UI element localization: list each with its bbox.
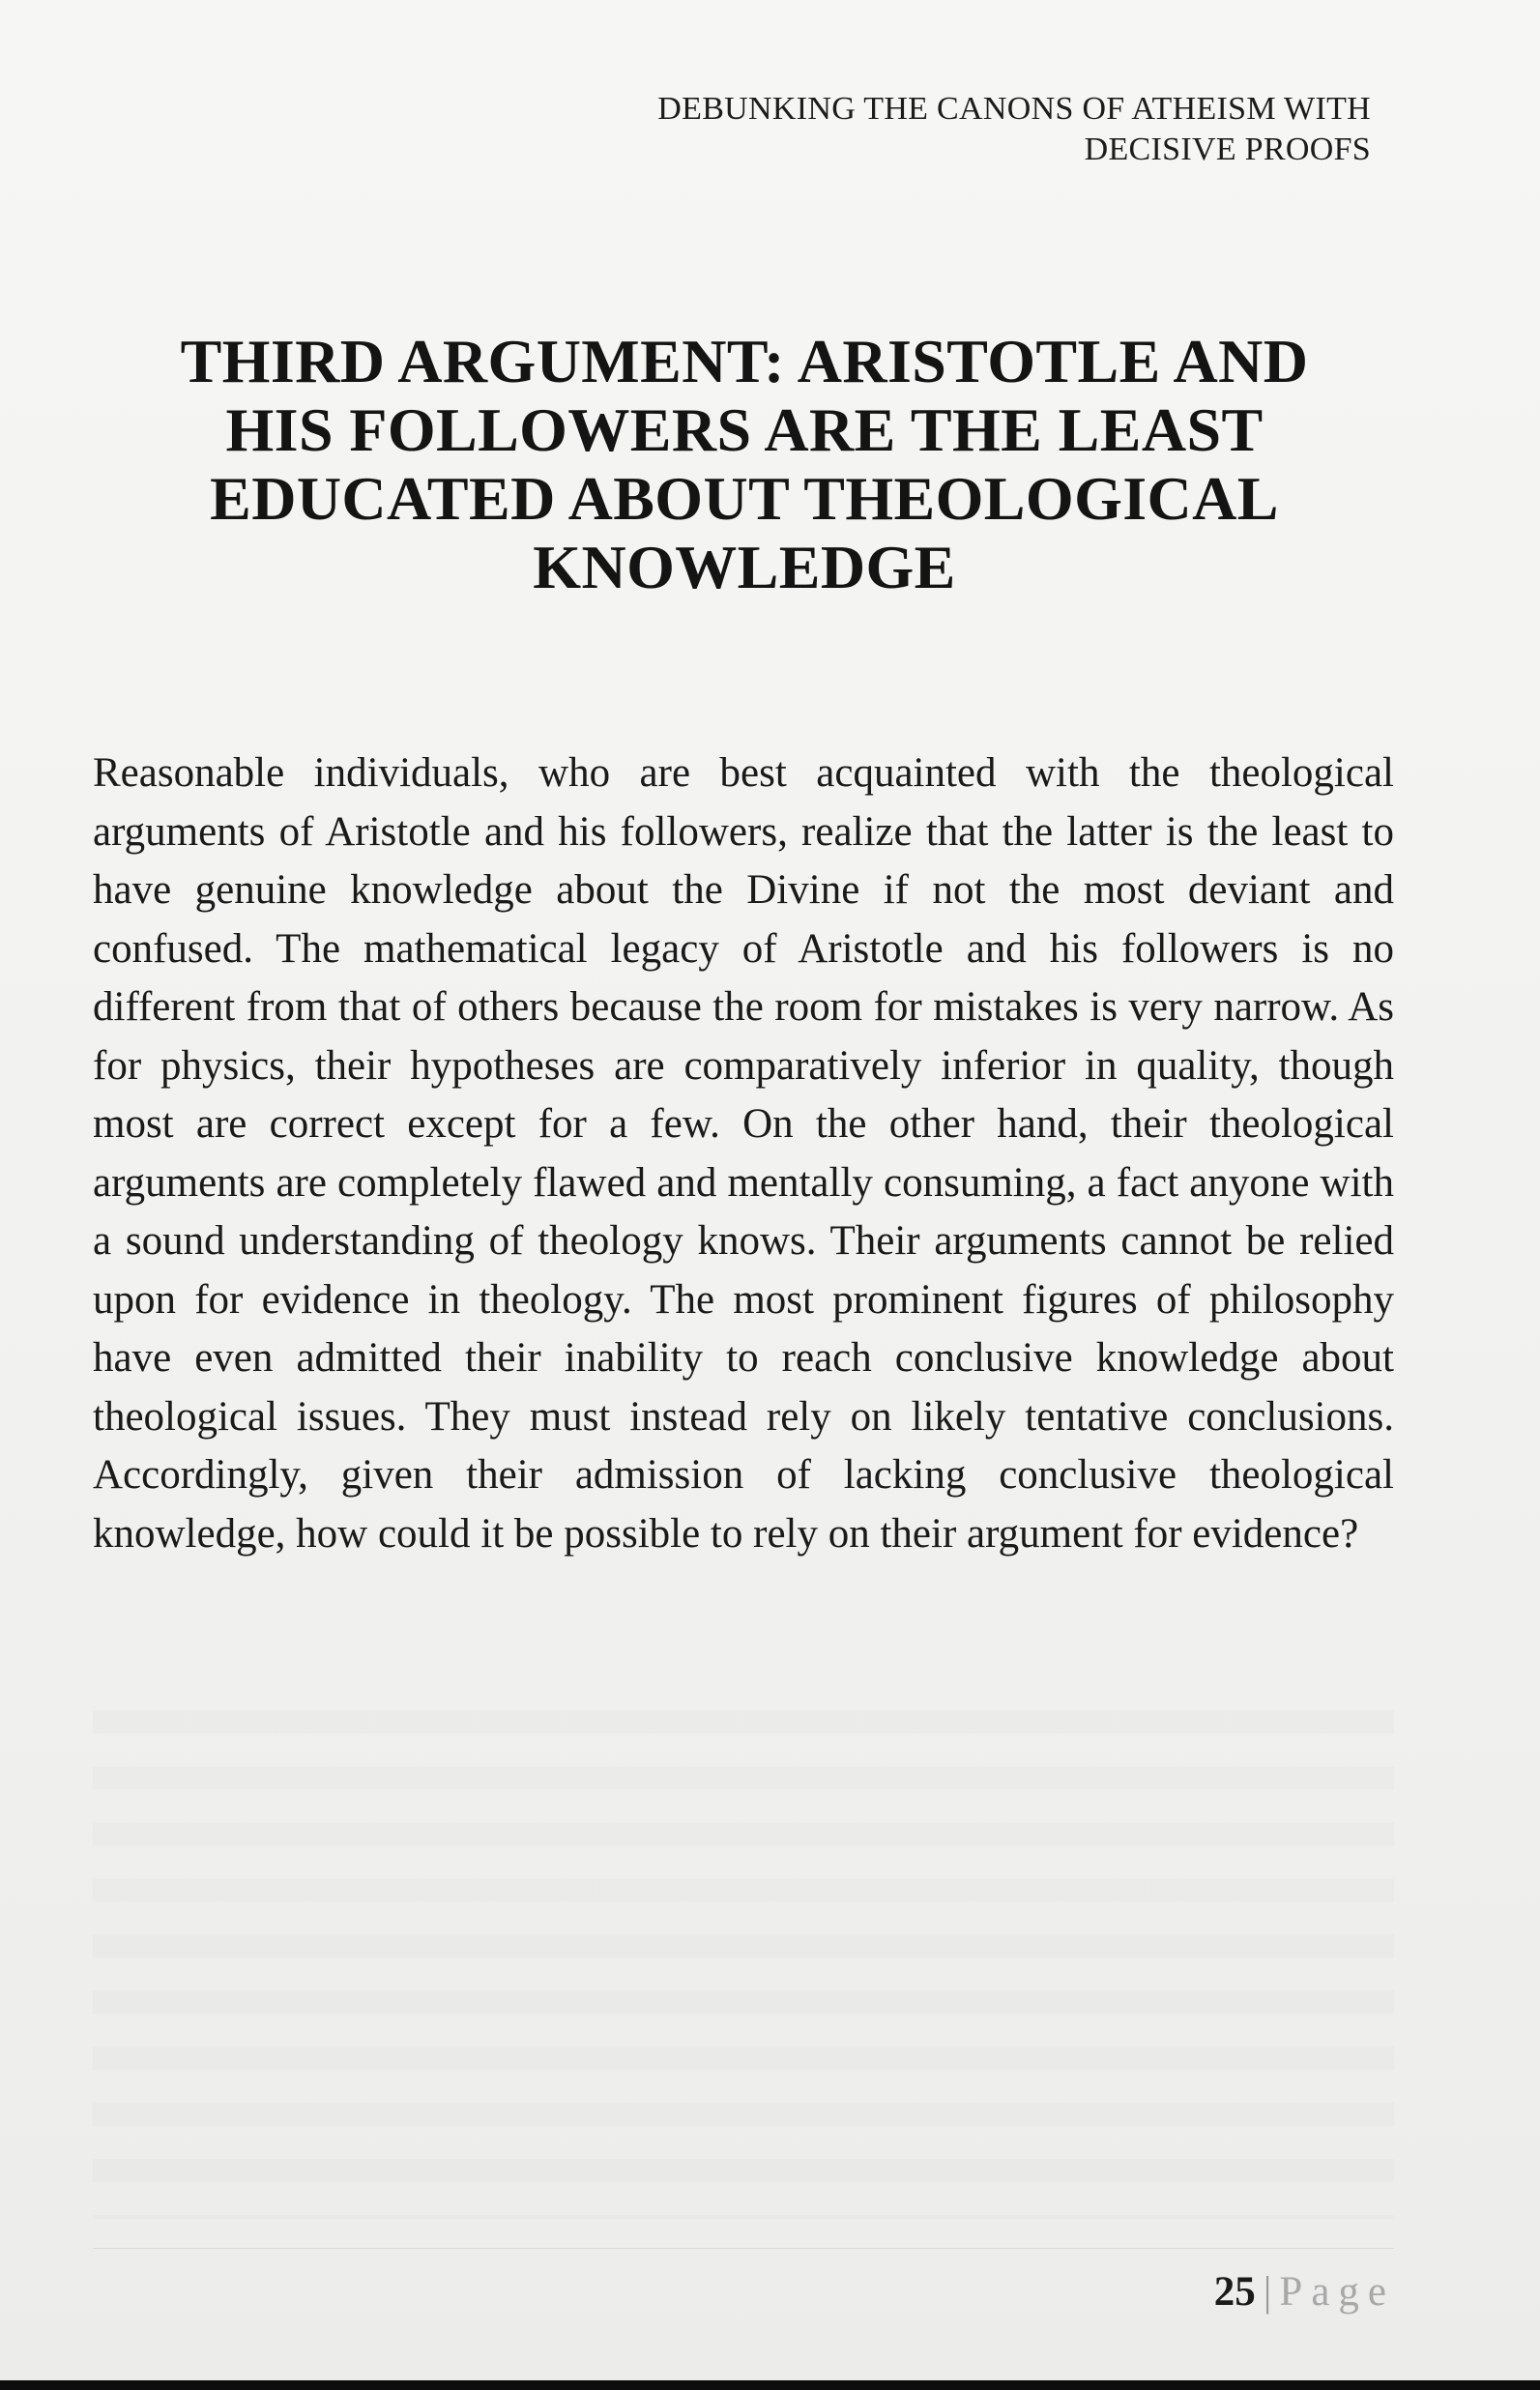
- bleed-through-texture: [93, 1677, 1394, 2219]
- body-paragraph: Reasonable individuals, who are best acquainted with the theological arguments of Aristotle and his followers, realize that the latter is the least to have genuine knowledge about the Divine if not the most deviant and confused. The mathematical legacy of Aristotle and his followers is no different from that of others because the room for mistakes is very narrow. As for physics, their hypotheses are comparatively inferior in quality, though most are correct except for a few. On the other hand, their theological arguments are completely flawed and mentally consuming, a fact anyone with a sound understanding of theology knows. Their arguments cannot be relied upon for evidence in theology. The most prominent figures of philosophy have even admitted their inability to reach conclusive knowledge about theological issues. They must instead rely on likely tentative conclusions. Accordingly, given their admission of lacking conclusive theological knowledge, how could it be possible to rely on their argument for evidence?: [93, 750, 1394, 1557]
- page-footer: [1214, 2267, 1395, 2317]
- page-label: Page: [1279, 2269, 1395, 2315]
- running-header-line-1: DEBUNKING THE CANONS OF ATHEISM WITH: [657, 91, 1371, 127]
- running-header: [307, 89, 1371, 170]
- footer-divider: [93, 2248, 1394, 2249]
- chapter-title-line-2: HIS FOLLOWERS ARE THE LEAST: [225, 395, 1264, 464]
- chapter-title-line-4: KNOWLEDGE: [533, 533, 956, 601]
- scan-bottom-edge: [0, 2380, 1540, 2390]
- chapter-title-line-3: EDUCATED ABOUT THEOLOGICAL: [210, 464, 1279, 533]
- page-number: 25: [1213, 2269, 1256, 2315]
- running-header-line-2: DECISIVE PROOFS: [1084, 131, 1371, 167]
- chapter-title-line-1: THIRD ARGUMENT: ARISTOTLE AND: [180, 327, 1309, 395]
- page-number-separator: |: [1263, 2269, 1272, 2315]
- chapter-title: [97, 327, 1392, 601]
